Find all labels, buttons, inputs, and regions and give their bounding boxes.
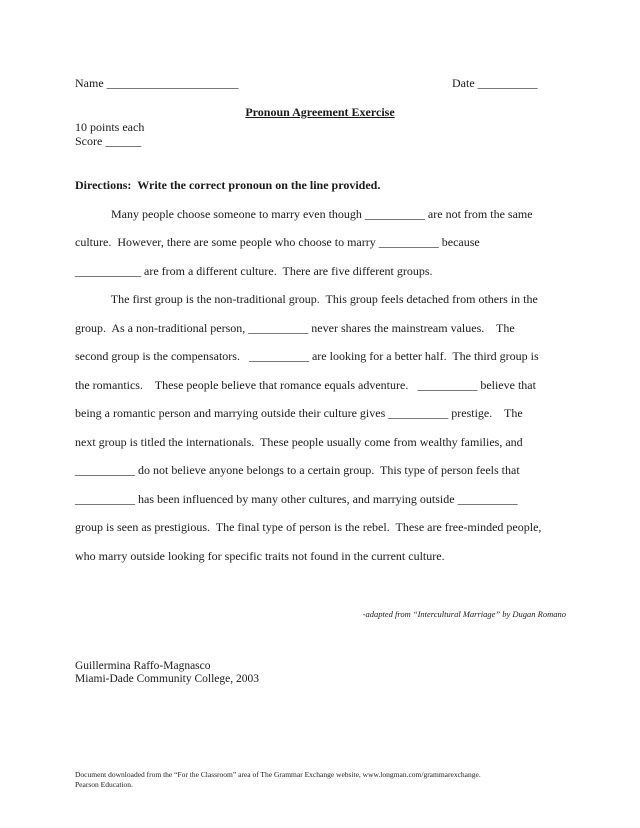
exercise-line: ___________ are from a different culture. There are five different groups. — [75, 264, 433, 278]
exercise-line: who marry outside looking for specific traits not found in the current culture. — [75, 549, 445, 563]
author-name: Guillermina Raffo-Magnasco — [75, 660, 211, 672]
author-institution: Miami-Dade Community College, 2003 — [75, 673, 259, 685]
exercise-line: next group is titled the internationals. These people usually come from wealthy families, and — [75, 435, 523, 449]
footer-line: Pearson Education. — [75, 780, 133, 789]
exercise-line: __________ do not believe anyone belongs to a certain group. This type of person feels that — [75, 463, 520, 477]
exercise-line: being a romantic person and marrying outside their culture gives __________ prestige. The — [75, 406, 523, 420]
page-title: Pronoun Agreement Exercise — [245, 105, 395, 119]
exercise-line: culture. However, there are some people who choose to marry __________ because — [75, 235, 480, 249]
exercise-line: group. As a non-traditional person, __________ never shares the mainstream values. The — [75, 321, 515, 335]
score-field-label: Score ______ — [75, 134, 142, 148]
exercise-line: second group is the compensators. __________ are looking for a better half. The third group is — [75, 349, 539, 363]
name-field-label: Name ______________________ — [75, 76, 239, 90]
exercise-line: Many people choose someone to marry even though __________ are not from the same — [75, 207, 533, 221]
exercise-line: The first group is the non-traditional group. This group feels detached from others in the — [75, 292, 538, 306]
points-note: 10 points each — [75, 120, 145, 134]
exercise-line: group is seen as prestigious. The final type of person is the rebel. These are free-minded people, — [75, 520, 542, 534]
date-field-label: Date __________ — [452, 76, 538, 90]
footer-line: Document downloaded from the “For the Classroom” area of The Grammar Exchange website, www.longman.com/grammarexchange. — [75, 770, 481, 779]
exercise-line: __________ has been influenced by many other cultures, and marrying outside __________ — [75, 492, 518, 506]
exercise-line: the romantics. These people believe that romance equals adventure. __________ believe that — [75, 378, 536, 392]
source-citation: -adapted from “Intercultural Marriage” by Dugan Romano — [362, 609, 566, 619]
directions: Directions: Write the correct pronoun on the line provided. — [75, 178, 381, 192]
